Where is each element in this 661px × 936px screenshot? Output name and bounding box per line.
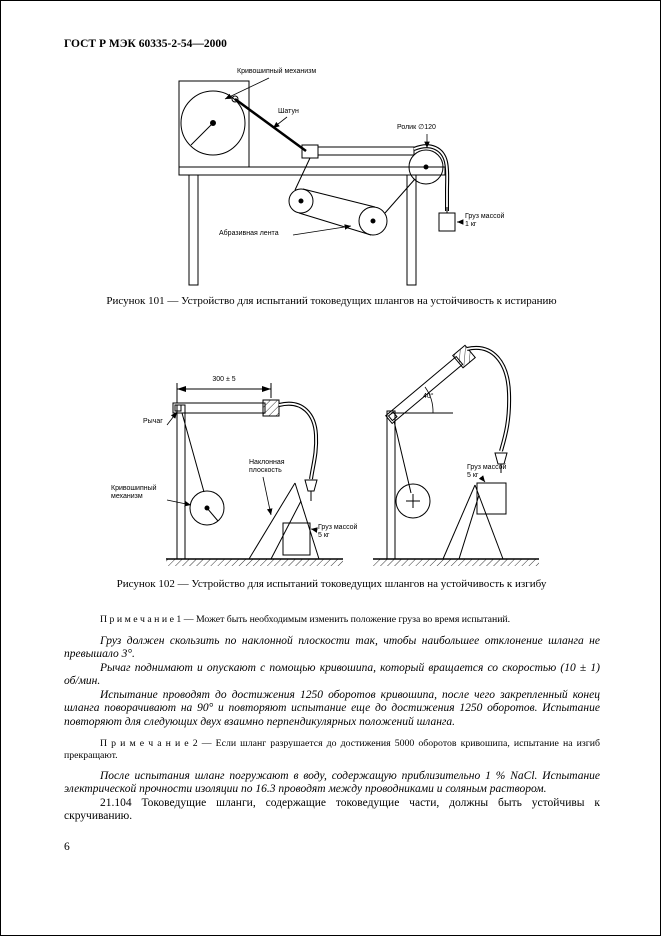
figure-101 (151, 67, 531, 295)
figure-101-label-roller: Ролик ∅120 (397, 124, 436, 131)
para-lever-crank: Рычаг поднимают и опускают с помощью кривошипа, который вращается со скоростью (10 ± 1) об/мин. (64, 661, 600, 688)
document-header: ГОСТ Р МЭК 60335-2-54—2000 (64, 38, 227, 50)
body-text (64, 612, 600, 824)
para-test-procedure: Испытание проводят до достижения 1250 оборотов кривошипа, после чего закрепленный конец шланга поворачивают на 90° и повторяют испытание еще до достижения 1250 оборотов. Испытание повторяют для следующих двух взаимно перпендикулярных положений шланга. (64, 688, 600, 728)
note-2: П р и м е ч а н и е 2 — Если шланг разрушается до достижения 5000 оборотов кривошипа, испытание на изгиб прекращают. (64, 738, 600, 762)
figure-102-label-weight-right: Груз массой 5 кг (467, 464, 507, 480)
figure-101-caption: Рисунок 101 — Устройство для испытаний токоведущих шлангов на устойчивость к истиранию (106, 295, 557, 307)
leader-lines (167, 412, 485, 530)
figure-101-label-weight: Груз массой 1 кг (465, 213, 505, 229)
note-1: П р и м е ч а н и е 1 — Может быть необходимым изменить положение груза во время испытаний. (100, 614, 511, 625)
hose-and-weight (414, 146, 455, 231)
figure-101-label-crank-mechanism: Кривошипный механизм (237, 68, 317, 75)
figure-102-angle-label: 40° (423, 393, 434, 400)
leader-lines (225, 78, 463, 235)
para-after-test: После испытания шланг погружают в воду, содержащую приблизительно 1 % NaCl. Испытание электрической прочности изоляции по 16.3 проводят между проводниками и соляным раствором. (64, 769, 600, 796)
figure-101-drawing (151, 67, 531, 295)
bench (179, 167, 445, 285)
crank-wheel (179, 81, 249, 167)
figure-102-label-lever: Рычаг (143, 418, 163, 425)
page-number: 6 (64, 841, 70, 853)
figure-101-label-connecting-rod: Шатун (278, 108, 299, 115)
figure-102-dimension-label: 300 ± 5 (212, 376, 236, 383)
figure-101-label-abrasive-belt: Абразивная лента (219, 230, 279, 237)
figure-102-label-weight-left: Груз массой 5 кг (318, 524, 358, 540)
para-incline-slide: Груз должен скользить по наклонной плоскости так, чтобы наибольшее отклонение шланга не превышало 3°. (64, 634, 600, 661)
figure-102-label-inclined-plane: Наклонная плоскость (249, 459, 285, 475)
figure-102 (111, 333, 556, 573)
figure-102-caption: Рисунок 102 — Устройство для испытаний токоведущих шлангов на устойчивость к изгибу (116, 578, 547, 590)
connecting-rod (232, 96, 414, 158)
abrasive-belt-pulleys (289, 158, 415, 235)
figure-102-label-crank-mechanism: Кривошипный механизм (111, 485, 157, 501)
right-machine (373, 345, 539, 566)
para-clause-21-104: 21.104 Токоведущие шланги, содержащие токоведущие части, должны быть устойчивы к скручиванию. (64, 796, 600, 823)
